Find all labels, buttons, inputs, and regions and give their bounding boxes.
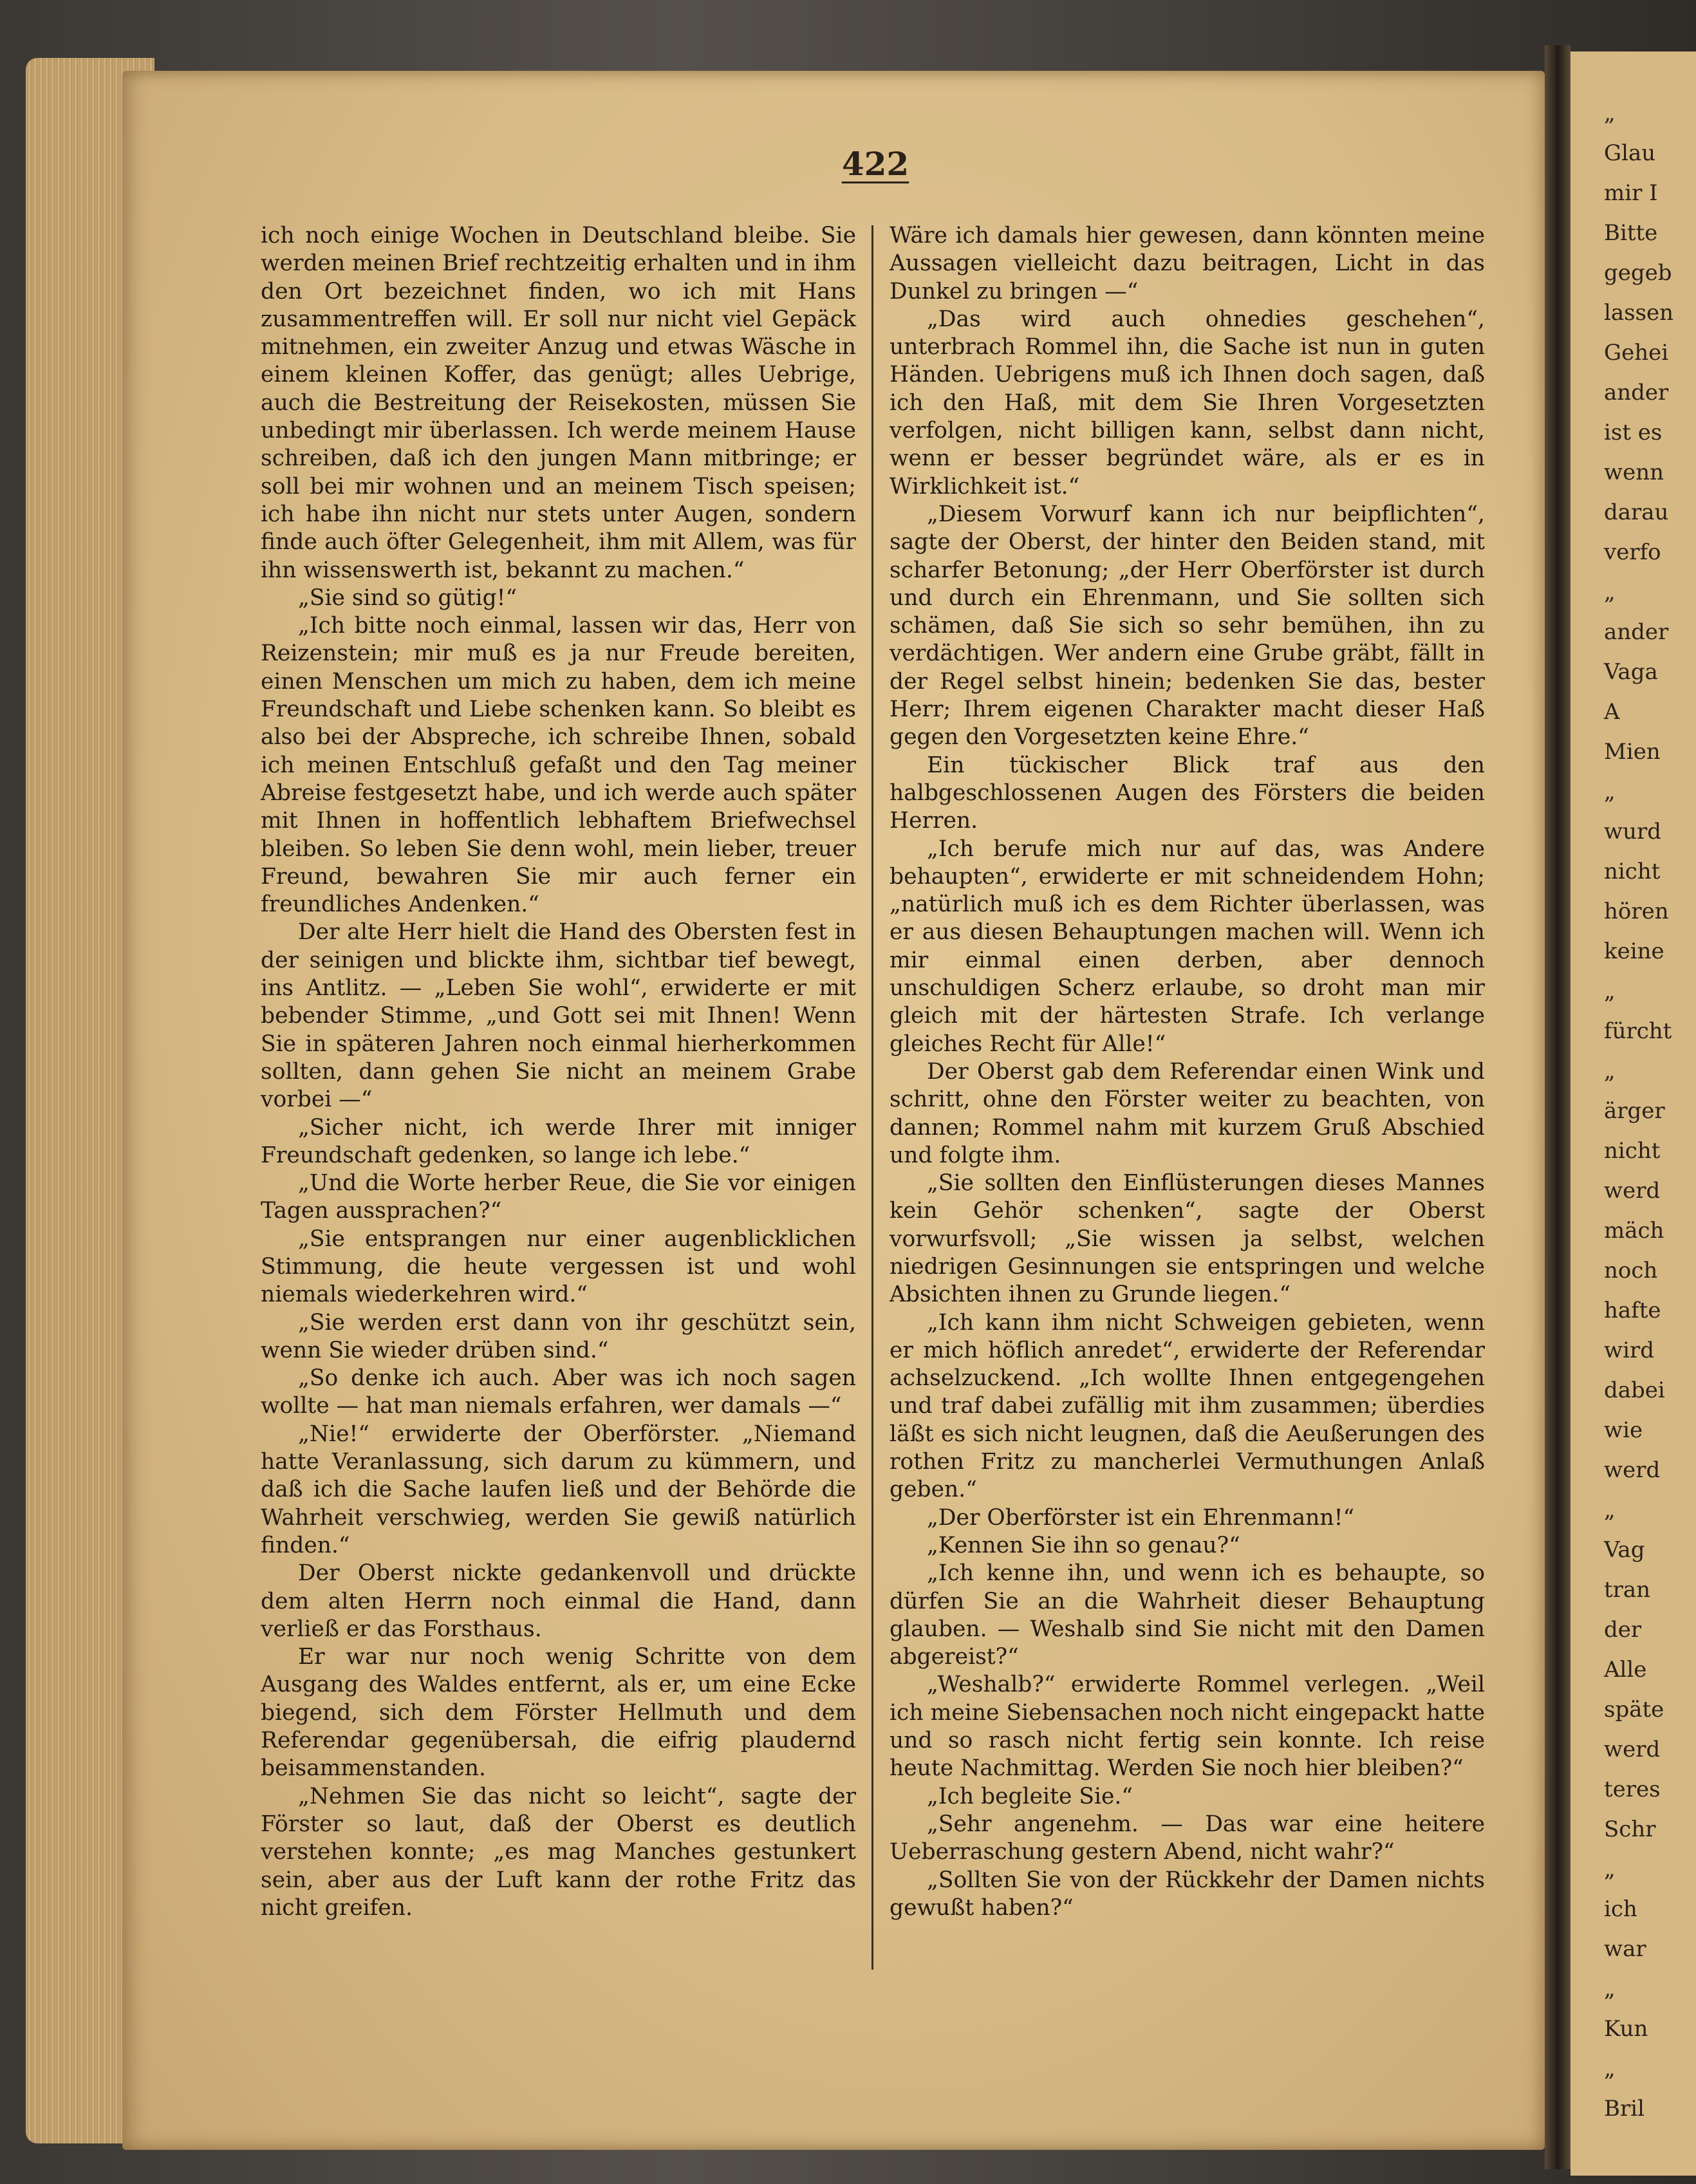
facing-page-fragment: tran <box>1604 1577 1651 1603</box>
facing-page-fragment: ich <box>1604 1896 1637 1922</box>
facing-page-fragment: mir I <box>1604 180 1658 206</box>
facing-page-fragment: Schr <box>1604 1816 1656 1842</box>
facing-page-fragment: werd <box>1604 1178 1661 1204</box>
right-text-column <box>890 222 1485 1922</box>
paragraph: „Sie werden erst dann von ihr geschützt sein, wenn Sie wieder drüben sind.“ <box>261 1309 856 1363</box>
facing-page-edge <box>1570 51 1696 2176</box>
paragraph: „Diesem Vorwurf kann ich nur beipflichten“, sagte der Oberst, der hinter den Beiden stand, mit scharfer Betonung; „der Herr Oberförster ist durch und durch ein Ehrenmann, und Sie sollten sich schämen, daß Sie sich so sehr bemühen, ihn zu verdächtigen. Wer andern eine Grube gräbt, fällt in der Regel selbst hinein; bedenken Sie das, bester Herr; Ihrem eigenen Charakter macht dieser Haß gegen den Vorgesetzten keine Ehre.“ <box>890 501 1485 751</box>
paragraph: Wäre ich damals hier gewesen, dann könnten meine Aussagen vielleicht dazu beitragen, Licht in das Dunkel zu bringen —“ <box>890 223 1485 304</box>
facing-page-fragment: ärger <box>1604 1098 1665 1124</box>
facing-page-fragment: wird <box>1604 1338 1654 1363</box>
facing-page-fragment: hören <box>1604 899 1669 924</box>
facing-page-fragment: Vag <box>1604 1537 1645 1563</box>
facing-page-fragment: A <box>1604 699 1620 725</box>
facing-page-fragment: nicht <box>1604 859 1661 884</box>
paragraph: „Sehr angenehm. — Das war eine heitere Ueberraschung gestern Abend, nicht wahr?“ <box>890 1811 1485 1865</box>
paragraph: „Ich kann ihm nicht Schweigen gebieten, wenn er mich höflich anredet“, erwiderte der Referendar achselzuckend. „Ich wollte Ihnen entgegengehen und traf dabei zufällig mit ihm zusammen; überdies läßt es sich nicht leugnen, daß die Aeußerungen des rothen Fritz zu mancherlei Vermuthungen Anlaß geben.“ <box>890 1309 1485 1503</box>
facing-page-fragment: war <box>1604 1936 1646 1962</box>
facing-page-fragment: fürcht <box>1604 1018 1672 1044</box>
paragraph: „Sicher nicht, ich werde Ihrer mit inniger Freundschaft gedenken, so lange ich lebe.“ <box>261 1114 856 1168</box>
facing-page-fragment: „ <box>1604 100 1616 126</box>
paragraph: Der alte Herr hielt die Hand des Obersten fest in der seinigen und blickte ihm, sichtbar tief bewegt, ins Antlitz. — „Leben Sie wohl“, erwiderte er mit bebender Stimme, „und Gott sei mit Ihnen! Wenn Sie in späteren Jahren noch einmal hierherkommen sollten, dann gehen Sie nicht an meinem Grabe vorbei —“ <box>261 919 856 1113</box>
facing-page-fragment: Alle <box>1604 1657 1647 1683</box>
facing-page-fragment: noch <box>1604 1258 1658 1283</box>
facing-page-fragment: nicht <box>1604 1138 1661 1164</box>
facing-page-fragment: darau <box>1604 499 1669 525</box>
book-gutter <box>1545 45 1570 2169</box>
page-number: 422 <box>841 145 909 183</box>
facing-page-fragment: wurd <box>1604 819 1662 845</box>
facing-page-fragment: „ <box>1604 1497 1616 1523</box>
facing-page-fragment: „ <box>1604 779 1616 805</box>
paragraph: „Das wird auch ohnedies geschehen“, unterbrach Rommel ihn, die Sache ist nun in guten Händen. Uebrigens muß ich Ihnen doch sagen, daß ich den Haß, mit dem Sie Ihren Vorgesetzten verfolgen, nicht billigen kann, selbst dann nicht, wenn er besser begründet wäre, als er es in Wirklichkeit ist.“ <box>890 306 1485 499</box>
facing-page-fragment: keine <box>1604 938 1664 964</box>
paragraph: „Ich kenne ihn, und wenn ich es behaupte, so dürfen Sie an die Wahrheit dieser Behauptung glauben. — Weshalb sind Sie nicht mit den Damen abgereist?“ <box>890 1560 1485 1670</box>
facing-page-fragment: Mien <box>1604 739 1661 765</box>
paragraph: „Der Oberförster ist ein Ehrenmann!“ <box>927 1504 1355 1531</box>
facing-page-fragment: teres <box>1604 1777 1661 1802</box>
facing-page-fragment: ander <box>1604 619 1669 645</box>
facing-page-fragment: hafte <box>1604 1298 1661 1323</box>
facing-page-fragment: dabei <box>1604 1377 1665 1403</box>
facing-page-fragment: werd <box>1604 1457 1661 1483</box>
facing-page-fragment: „ <box>1604 1856 1616 1882</box>
facing-page-fragment: mäch <box>1604 1218 1664 1244</box>
paragraph: „Sie entsprangen nur einer augenblicklichen Stimmung, die heute vergessen ist und wohl niemals wiederkehren wird.“ <box>261 1226 856 1308</box>
paragraph: „Und die Worte herber Reue, die Sie vor einigen Tagen aussprachen?“ <box>261 1170 856 1224</box>
facing-page-fragment: späte <box>1604 1697 1664 1722</box>
paragraph: „Ich berufe mich nur auf das, was Andere behaupten“, erwiderte er mit schneidendem Hohn; „natürlich muß ich es dem Richter überlassen, was er aus diesen Behauptungen machen will. Wenn ich mir einmal einen derben, aber dennoch unschuldigen Scherz erlaube, so droht man mir gleich mit der härtesten Strafe. Ich verlange gleiches Recht für Alle!“ <box>890 835 1485 1057</box>
facing-page-fragment: Bril <box>1604 2096 1645 2122</box>
paragraph: ich noch einige Wochen in Deutschland bleibe. Sie werden meinen Brief rechtzeitig erhalten und in ihm den Ort bezeichnet finden, wo ich mit Hans zusammentreffen will. Er soll nur nicht viel Gepäck mitnehmen, ein zweiter Anzug und etwas Wäsche in einem kleinen Koffer, das genügt; alles Uebrige, auch die Bestreitung der Reisekosten, müssen Sie unbedingt mir überlassen. Ich werde meinem Hause schreiben, daß ich den jungen Mann mitbringe; er soll bei mir wohnen und an meinem Tisch speisen; ich habe ihn nicht nur stets unter Augen, sondern finde auch öfter Gelegenheit, ihm mit Allem, was für ihn wissenswerth ist, bekannt zu machen.“ <box>261 223 856 583</box>
facing-page-fragment: der <box>1604 1617 1642 1643</box>
facing-page-fragment: Kun <box>1604 2016 1648 2042</box>
paragraph: „Ich bitte noch einmal, lassen wir das, Herr von Reizenstein; mir muß es ja nur Freude bereiten, einen Menschen um mich zu haben, dem ich meine Freundschaft und Liebe schenken kann. So bleibt es also bei der Abspreche, ich schreibe Ihnen, sobald ich meinen Entschluß gefaßt und den Tag meiner Abreise festgesetzt habe, und ich werde auch später mit Ihnen in hoffentlich lebhaftem Briefwechsel bleiben. So leben Sie denn wohl, mein lieber, treuer Freund, bewahren Sie mir auch ferner ein freundliches Andenken.“ <box>261 613 856 918</box>
column-divider <box>871 225 873 1970</box>
facing-page-fragment: Glau <box>1604 140 1656 166</box>
facing-page-fragment: Bitte <box>1604 220 1658 246</box>
facing-page-fragment: verfo <box>1604 539 1661 565</box>
paragraph: „Sie sind so gütig!“ <box>298 584 517 611</box>
facing-page-fragment: wenn <box>1604 460 1664 485</box>
paragraph: „Sie sollten den Einflüsterungen dieses Mannes kein Gehör schenken“, sagte der Oberst vorwurfsvoll; „Sie wissen ja selbst, welchen niedrigen Gesinnungen sie entspringen und welche Absichten ihnen zu Grunde liegen.“ <box>890 1170 1485 1308</box>
facing-page-fragment: lassen <box>1604 300 1674 326</box>
facing-page-fragment: „ <box>1604 1058 1616 1084</box>
paragraph: „Weshalb?“ erwiderte Rommel verlegen. „Weil ich meine Siebensachen noch nicht eingepackt hatte und so rasch nicht fertig sein konnte. Ich reise heute Nachmittag. Werden Sie noch hier bleiben?“ <box>890 1672 1485 1782</box>
paragraph: „Kennen Sie ihn so genau?“ <box>927 1532 1240 1558</box>
facing-page-fragment: „ <box>1604 1976 1616 2002</box>
paragraph: Ein tückischer Blick traf aus den halbgeschlossenen Augen des Försters die beiden Herren. <box>890 752 1485 834</box>
facing-page-fragment: ander <box>1604 380 1669 406</box>
paragraph: Der Oberst nickte gedankenvoll und drückte dem alten Herrn noch einmal die Hand, dann verließ er das Forsthaus. <box>261 1560 856 1642</box>
paragraph: Er war nur noch wenig Schritte von dem Ausgang des Waldes entfernt, als er, um eine Ecke biegend, sich dem Förster Hellmuth und dem Referendar gegenübersah, die eifrig plaudernd beisammenstanden. <box>261 1644 856 1782</box>
paragraph: „Nie!“ erwiderte der Oberförster. „Niemand hatte Veranlassung, sich darum zu kümmern, und daß ich die Sache laufen ließ und der Behörde die Wahrheit verschwieg, werden Sie gewiß natürlich finden.“ <box>261 1421 856 1558</box>
paragraph: „Nehmen Sie das nicht so leicht“, sagte der Förster so laut, daß der Oberst es deutlich verstehen konnte; „es mag Manches gestunkert sein, aber aus der Luft kann der rothe Fritz das nicht greifen. <box>261 1783 856 1921</box>
paragraph: Der Oberst gab dem Referendar einen Wink und schritt, ohne den Förster weiter zu beachten, von dannen; Rommel nahm mit kurzem Gruß Abschied und folgte ihm. <box>890 1058 1485 1168</box>
paragraph: „Ich begleite Sie.“ <box>927 1783 1133 1809</box>
facing-page-fragment: gegeb <box>1604 260 1672 286</box>
facing-page-fragment: „ <box>1604 579 1616 605</box>
facing-page-fragment: ist es <box>1604 420 1663 445</box>
facing-page-fragment: „ <box>1604 2056 1616 2082</box>
facing-page-fragment: Gehei <box>1604 340 1669 366</box>
facing-page-fragment: werd <box>1604 1737 1661 1762</box>
paragraph: „Sollten Sie von der Rückkehr der Damen nichts gewußt haben?“ <box>890 1867 1485 1921</box>
facing-page-fragment: Vaga <box>1604 659 1658 685</box>
paragraph: „So denke ich auch. Aber was ich noch sagen wollte — hat man niemals erfahren, wer damals —“ <box>261 1365 856 1419</box>
facing-page-fragment: wie <box>1604 1417 1643 1443</box>
facing-page-fragment: „ <box>1604 978 1616 1004</box>
left-text-column <box>261 222 856 1922</box>
